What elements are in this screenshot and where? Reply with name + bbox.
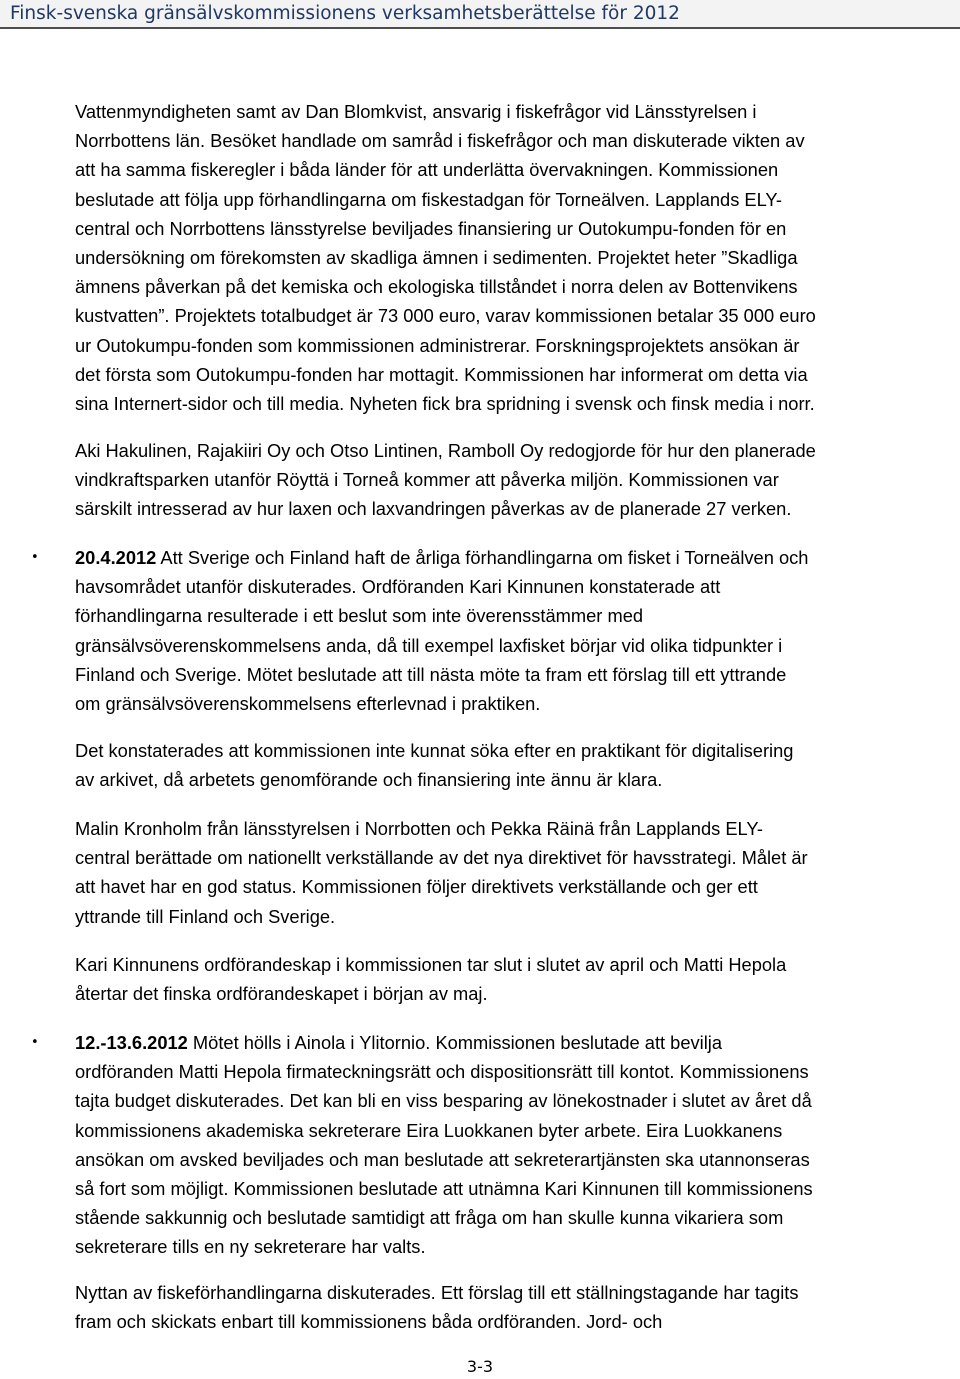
paragraph-marine-strategy bbox=[75, 814, 808, 931]
text-line: sekreterare tills en ny sekreterare har valts. bbox=[75, 1236, 426, 1258]
paragraph-chairmanship bbox=[75, 950, 786, 1008]
text-line: Malin Kronholm från länsstyrelsen i Norrbotten och Pekka Räinä från Lapplands ELY- bbox=[75, 818, 763, 839]
text-line: kommissionens akademiska sekreterare Eira Luokkanen byter arbete. Eira Luokkanens bbox=[75, 1119, 783, 1141]
text-line: fram och skickats enbart till kommissionens båda ordföranden. Jord- och bbox=[75, 1311, 663, 1333]
meeting-date: 20.4.2012 bbox=[75, 547, 157, 568]
paragraph-fishing-negotiations bbox=[75, 1278, 799, 1336]
text-line: havsområdet utanför diskuterades. Ordföranden Kari Kinnunen konstaterade att bbox=[75, 576, 721, 598]
text-line bbox=[75, 1028, 813, 1057]
text-line: om gränsälvsöverenskommelsens efterlevnad i praktiken. bbox=[75, 693, 541, 715]
text-line: yttrande till Finland och Sverige. bbox=[75, 905, 336, 927]
text-line bbox=[75, 543, 808, 572]
text-line: gränsälvsöverenskommelsens anda, då till exempel laxfisket börjar vid olika tidpunkter i bbox=[75, 634, 783, 656]
text-fragment: Att Sverige och Finland haft de årliga förhandlingarna om fisket i Torneälven och bbox=[156, 547, 809, 568]
paragraph-wind-farm bbox=[75, 436, 816, 524]
text-line: det första som Outokumpu-fonden har mottagit. Kommissionen har informerat om detta via bbox=[75, 363, 808, 385]
text-line: ur Outokumpu-fonden som kommissionen administrerar. Forskningsprojektets ansökan är bbox=[75, 334, 800, 356]
text-line: Det konstaterades att kommissionen inte kunnat söka efter en praktikant för digitalisering bbox=[75, 740, 794, 761]
text-line: ämnens påverkan på det kemiska och ekologiska tillståndet i norra delen av Bottenvikens bbox=[75, 276, 798, 298]
text-fragment: Mötet hölls i Ainola i Ylitornio. Kommissionen beslutade att bevilja bbox=[187, 1032, 723, 1053]
meeting-date: 12.-13.6.2012 bbox=[75, 1032, 188, 1053]
text-line: beslutade att följa upp förhandlingarna om fiskestadgan för Torneälven. Lapplands ELY- bbox=[75, 188, 783, 210]
text-line: ordföranden Matti Hepola firmateckningsrätt och dispositionsrätt till kontot. Kommissionens bbox=[75, 1061, 809, 1083]
bullet-marker: • bbox=[31, 550, 39, 565]
text-line: förhandlingarna resulterade i ett beslut som inte överensstämmer med bbox=[75, 605, 644, 627]
text-line: undersökning om förekomsten av skadliga ämnen i sedimenten. Projektet heter ”Skadliga bbox=[75, 247, 798, 269]
text-line: Vattenmyndigheten samt av Dan Blomkvist, ansvarig i fiskefrågor vid Länsstyrelsen i bbox=[75, 101, 757, 122]
text-line: Finland och Sverige. Mötet beslutade att till nästa möte ta fram ett förslag till ett yttrande bbox=[75, 663, 787, 685]
text-line: att ha samma fiskeregler i båda länder för att underlätta övervakningen. Kommissionen bbox=[75, 159, 779, 181]
text-line: Aki Hakulinen, Rajakiiri Oy och Otso Lintinen, Ramboll Oy redogjorde för hur den planerade bbox=[75, 440, 816, 461]
document-title: Finsk-svenska gränsälvskommissionens verksamhetsberättelse för 2012 bbox=[10, 3, 680, 24]
text-line: att havet har en god status. Kommissionen följer direktivets verkställande och ger ett bbox=[75, 876, 758, 898]
paragraph-intern bbox=[75, 736, 793, 794]
text-line: Nyttan av fiskeförhandlingarna diskuterades. Ett förslag till ett ställningstagande har tagits bbox=[75, 1282, 799, 1303]
text-line: stående sakkunnig och beslutade samtidigt att fråga om han skulle kunna vikariera som bbox=[75, 1207, 784, 1229]
running-header bbox=[0, 0, 960, 29]
text-line: av arkivet, då arbetets genomförande och finansiering inte ännu är klara. bbox=[75, 769, 663, 791]
text-line: återtar det finska ordförandeskapet i början av maj. bbox=[75, 983, 488, 1005]
paragraph-fishing-rules bbox=[75, 97, 816, 418]
text-line: central och Norrbottens länsstyrelse beviljades finansiering ur Outokumpu-fonden för en bbox=[75, 217, 787, 239]
text-line: kustvatten”. Projektets totalbudget är 73 000 euro, varav kommissionen betalar 35 000 euro bbox=[75, 305, 816, 327]
text-line: ansökan om avsked beviljades och man beslutade att sekreterartjänsten ska utannonseras bbox=[75, 1148, 810, 1170]
text-line: Norrbottens län. Besöket handlade om samråd i fiskefrågor och man diskuterade vikten av bbox=[75, 130, 805, 152]
text-line: tajta budget diskuterades. Det kan bli en viss besparing av lönekostnader i slutet av året då bbox=[75, 1090, 812, 1112]
text-line: så fort som möjligt. Kommissionen beslutade att utnämna Kari Kinnunen till kommissionens bbox=[75, 1178, 813, 1200]
text-line: särskilt intresserad av hur laxen och laxvandringen påverkas av de planerade 27 verken. bbox=[75, 498, 792, 520]
text-line: sina Internert-sidor och till media. Nyheten fick bra spridning i svensk och finsk media i norr. bbox=[75, 393, 815, 415]
text-line: central berättade om nationellt verkställande av det nya direktivet för havsstrategi. Målet är bbox=[75, 847, 808, 869]
text-line: vindkraftsparken utanför Röyttä i Torneå kommer att påverka miljön. Kommissionen var bbox=[75, 469, 779, 491]
text-line: Kari Kinnunens ordförandeskap i kommissionen tar slut i slutet av april och Matti Hepola bbox=[75, 954, 787, 975]
page-number: 3-3 bbox=[466, 1357, 494, 1376]
paragraph-meeting-20-4-2012 bbox=[75, 543, 808, 718]
bullet-marker: • bbox=[31, 1035, 39, 1050]
paragraph-meeting-12-13-6-2012 bbox=[75, 1028, 813, 1262]
